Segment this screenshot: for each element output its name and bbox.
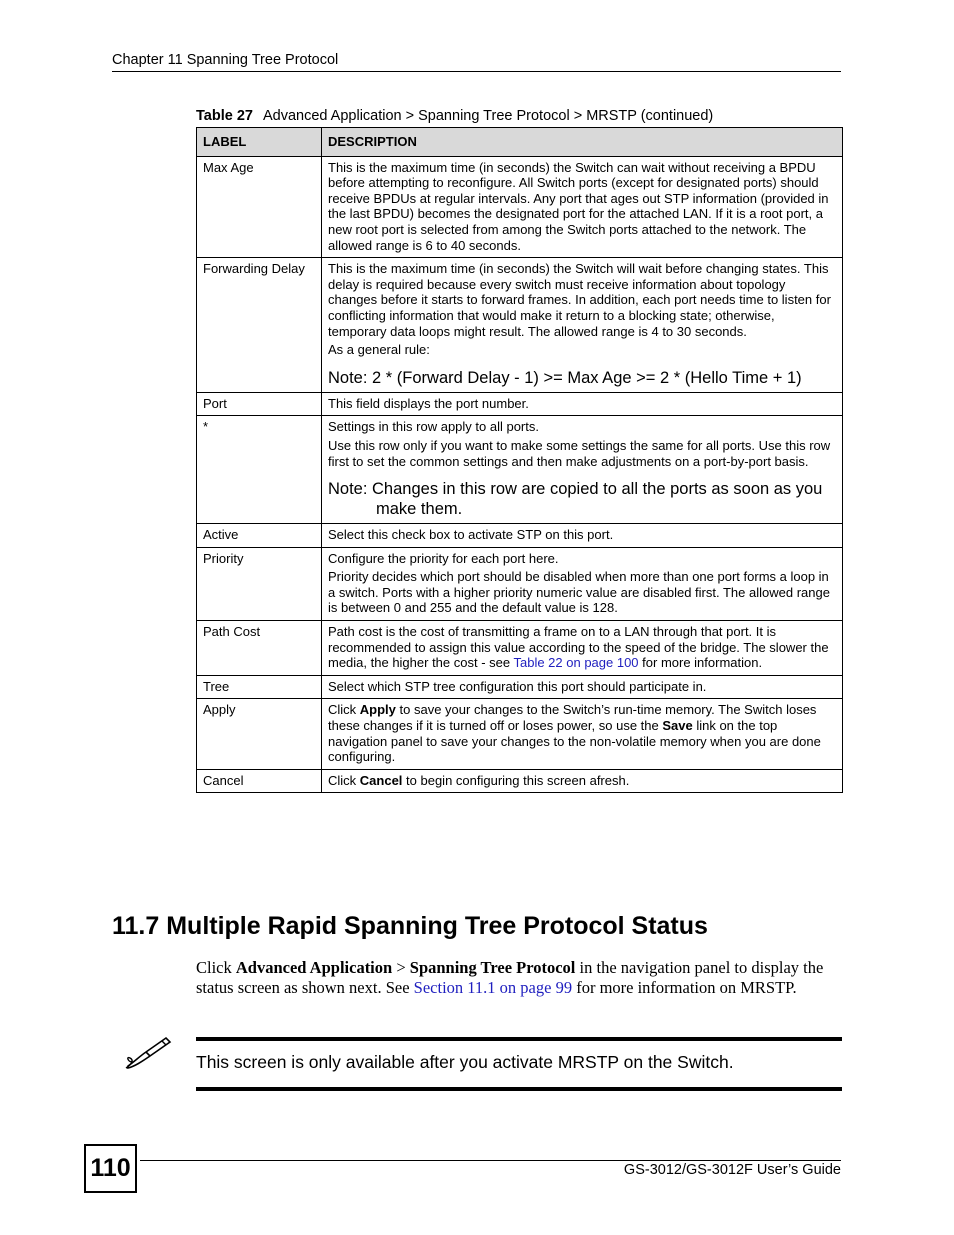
table-row [197, 769, 843, 793]
text-run: Path cost is the cost of transmitting a frame on to a LAN through that port. It is recommended to assign this value according to the speed of the bridge. The slower the media, the higher the cost - see [328, 624, 829, 671]
table-row [197, 156, 843, 258]
text-run: Click [328, 772, 360, 788]
text-run: > [392, 958, 410, 977]
text-run: link on the top navigation panel to save your changes to the non-volatile memory when you are done configuring. [328, 718, 821, 765]
table-row [197, 621, 843, 676]
table-caption-text: Advanced Application > Spanning Tree Protocol > MRSTP (continued) [262, 108, 714, 124]
description-paragraph: Use this row only if you want to make some settings the same for all ports. Use this row first to set the common settings and then make adjustments on a port-by-port basis. [328, 437, 831, 469]
table-22-link[interactable]: Table 22 on page 100 [513, 655, 639, 671]
row-label: Max Age [197, 156, 322, 258]
description-paragraph: Settings in this row apply to all ports. [328, 419, 539, 435]
section-body-paragraph [196, 958, 846, 998]
text-run: to save your changes to the Switch’s run-time memory. The Switch loses these changes if it is turned off or loses power, so use the [328, 702, 817, 734]
row-description [322, 621, 843, 676]
bold-term: Apply [359, 702, 396, 718]
row-description [322, 156, 843, 258]
row-label: * [197, 416, 322, 524]
row-label: Cancel [197, 769, 322, 793]
description-paragraph: As a general rule: [328, 342, 430, 358]
footer-divider [140, 1160, 841, 1161]
pen-note-icon [122, 1032, 174, 1072]
mrstp-description-table [196, 127, 843, 793]
table-caption [196, 108, 842, 124]
text-run: for more information. [638, 655, 763, 671]
chapter-header: Chapter 11 Spanning Tree Protocol [112, 52, 841, 72]
bold-term: Spanning Tree Protocol [409, 958, 576, 977]
table-row [197, 258, 843, 393]
description-paragraph: Priority decides which port should be disabled when more than one port forms a loop in a switch. Ports with a higher priority numeric value are disabled first. The allowed range is between 0 and 255 and the default value is 128. [328, 569, 830, 616]
guide-title: GS-3012/GS-3012F User’s Guide [623, 1162, 841, 1178]
description-paragraph [328, 702, 836, 764]
row-description [322, 547, 843, 620]
text-run: Click [328, 702, 360, 718]
row-note: Note: 2 * (Forward Delay - 1) >= Max Age >= 2 * (Hello Time + 1) [328, 368, 802, 387]
table-row [197, 524, 843, 548]
note-text: This screen is only available after you activate MRSTP on the Switch. [196, 1052, 734, 1072]
row-label: Apply [197, 699, 322, 769]
row-description [322, 258, 843, 393]
row-note: Note: Changes in this row are copied to all the ports as soon as you make them. [328, 480, 823, 519]
text-run: to begin configuring this screen afresh. [402, 772, 630, 788]
description-paragraph: This is the maximum time (in seconds) the Switch will wait before changing states. This delay is required because every switch must receive information about topology changes before it starts to forward frames. In addition, each port needs time to listen for conflicting information that would make it return to a blocking state; otherwise, temporary data loops might result. The allowed range is 4 to 30 seconds. [328, 261, 831, 339]
text-run: Click [196, 958, 236, 977]
note-box [196, 1037, 842, 1091]
row-description [322, 416, 843, 524]
row-label: Priority [197, 547, 322, 620]
bold-term: Advanced Application [235, 958, 393, 977]
table-row [197, 392, 843, 416]
row-description [322, 699, 843, 769]
table-row [197, 416, 843, 524]
bold-term: Save [662, 718, 693, 734]
table-row [197, 699, 843, 769]
description-paragraph: Select this check box to activate STP on this port. [328, 527, 614, 543]
description-paragraph [328, 773, 836, 789]
text-run: for more information on MRSTP. [572, 978, 797, 997]
row-label: Tree [197, 675, 322, 699]
description-paragraph: Select which STP tree configuration this port should participate in. [328, 678, 707, 694]
column-header-label: LABEL [197, 128, 322, 157]
row-description [322, 524, 843, 548]
column-header-description: DESCRIPTION [322, 128, 843, 157]
table-number: Table 27 [196, 108, 253, 124]
table-row [197, 547, 843, 620]
description-paragraph: This field displays the port number. [328, 395, 529, 411]
row-description [322, 769, 843, 793]
row-description [322, 392, 843, 416]
row-label: Forwarding Delay [197, 258, 322, 393]
page-number: 110 [84, 1144, 137, 1193]
section-heading: 11.7 Multiple Rapid Spanning Tree Protocol Status [112, 912, 708, 940]
section-11-1-link[interactable]: Section 11.1 on page 99 [413, 978, 573, 997]
description-paragraph [328, 624, 836, 671]
description-paragraph: Configure the priority for each port here. [328, 550, 559, 566]
table-row [197, 675, 843, 699]
bold-term: Cancel [359, 772, 403, 788]
description-paragraph: This is the maximum time (in seconds) the Switch can wait without receiving a BPDU before attempting to reconfigure. All Switch ports (except for designated ports) should receive BPDUs at regular intervals. Any port that ages out STP information (provided in the last BPDU) becomes the designated port for the attached LAN. If it is a root port, a new root port is selected from among the Switch ports attached to the network. The allowed range is 6 to 40 seconds. [328, 159, 829, 253]
row-label: Path Cost [197, 621, 322, 676]
row-description [322, 675, 843, 699]
row-label: Port [197, 392, 322, 416]
row-label: Active [197, 524, 322, 548]
text-run: in the navigation panel to display the status screen as shown next. See [196, 958, 824, 997]
table-header-row [197, 128, 843, 157]
